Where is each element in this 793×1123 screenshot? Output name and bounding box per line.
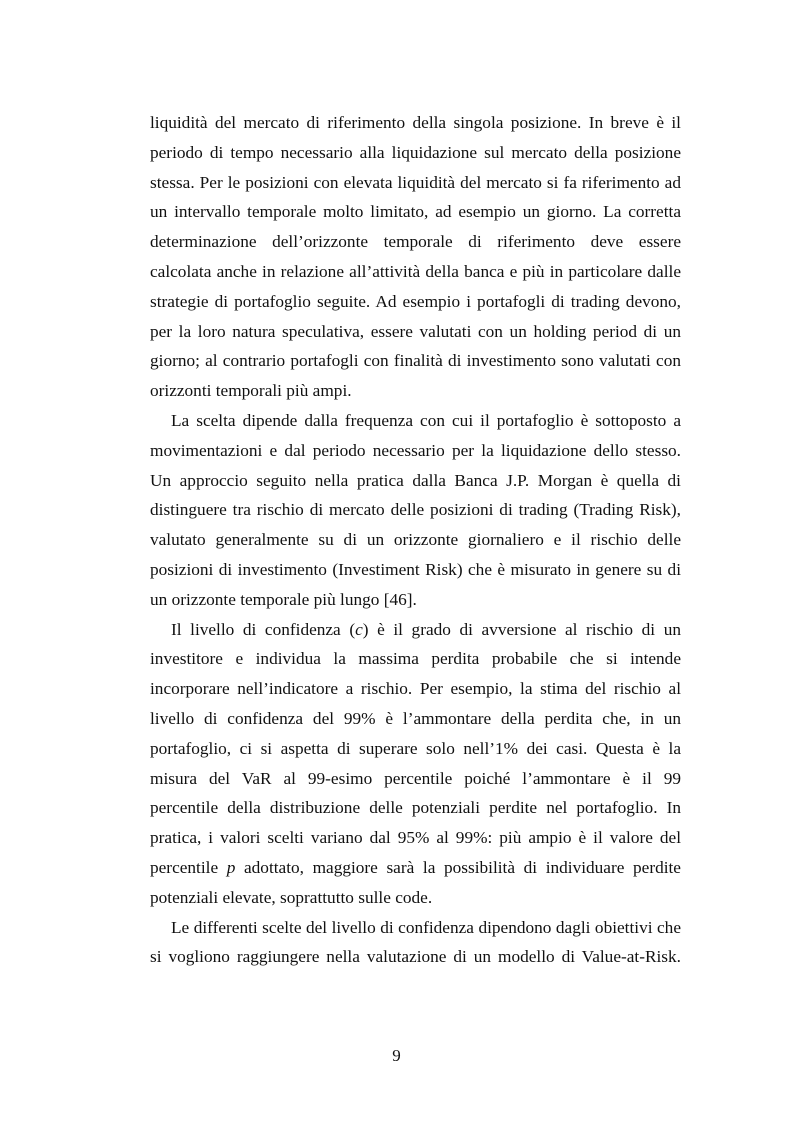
text-line: un orizzonte temporale più lungo [46]. <box>150 589 417 609</box>
text-line: un intervallo temporale molto limitato, ad esempio un giorno. La corretta <box>150 202 681 222</box>
text-line: La scelta dipende dalla frequenza con cui il portafoglio è sottoposto a <box>171 410 681 430</box>
text-line: Le differenti scelte del livello di confidenza dipendono dagli obiettivi che <box>171 917 681 937</box>
text-line: posizioni di investimento (Investiment Risk) che è misurato in genere su di <box>150 559 681 579</box>
text-line: valutato generalmente su di un orizzonte giornaliero e il rischio delle <box>150 530 681 550</box>
text-line: Il livello di confidenza (c) è il grado di avversione al rischio di un <box>171 619 681 639</box>
text-line: periodo di tempo necessario alla liquidazione sul mercato della posizione <box>150 142 681 162</box>
text-line: percentile della distribuzione delle potenziali perdite nel portafoglio. In <box>150 798 681 818</box>
text-line: determinazione dell’orizzonte temporale di riferimento deve essere <box>150 232 681 252</box>
text-line: pratica, i valori scelti variano dal 95% al 99%: più ampio è il valore del <box>150 828 681 848</box>
text-line: liquidità del mercato di riferimento della singola posizione. In breve è il <box>150 113 681 132</box>
text-line: livello di confidenza del 99% è l’ammontare della perdita che, in un <box>150 708 681 728</box>
text-line: investitore e individua la massima perdita probabile che si intende <box>150 649 681 669</box>
text-line: Un approccio seguito nella pratica dalla Banca J.P. Morgan è quella di <box>150 470 681 490</box>
text-line: orizzonti temporali più ampi. <box>150 381 352 401</box>
text-line: percentile p adottato, maggiore sarà la possibilità di individuare perdite <box>150 857 681 877</box>
text-line: per la loro natura speculativa, essere valutati con un holding period di un <box>150 321 681 341</box>
text-line: potenziali elevate, soprattutto sulle code. <box>150 887 433 907</box>
paragraph-differenti-scelte <box>150 913 681 973</box>
text-line: si vogliono raggiungere nella valutazione di un modello di Value-at-Risk. <box>150 947 681 967</box>
page-body <box>150 108 681 972</box>
text-line: distinguere tra rischio di mercato delle posizioni di trading (Trading Risk), <box>150 500 681 520</box>
paragraph-livello-confidenza <box>150 615 681 913</box>
text-line: giorno; al contrario portafogli con finalità di investimento sono valutati con <box>150 351 681 371</box>
text-line: portafoglio, ci si aspetta di superare solo nell’1% dei casi. Questa è la <box>150 738 681 758</box>
text-line: stessa. Per le posizioni con elevata liquidità del mercato si fa riferimento ad <box>150 172 681 192</box>
paragraph-holding-period <box>150 108 681 406</box>
text-line: misura del VaR al 99-esimo percentile poiché l’ammontare è il 99 <box>150 768 681 788</box>
text-line: calcolata anche in relazione all’attività della banca e più in particolare dalle <box>150 261 681 281</box>
text-line: movimentazioni e dal periodo necessario per la liquidazione dello stesso. <box>150 440 681 460</box>
paragraph-scelta <box>150 406 681 615</box>
text-line: incorporare nell’indicatore a rischio. Per esempio, la stima del rischio al <box>150 679 681 699</box>
text-line: strategie di portafoglio seguite. Ad esempio i portafogli di trading devono, <box>150 291 681 311</box>
page-number: 9 <box>392 1046 401 1065</box>
